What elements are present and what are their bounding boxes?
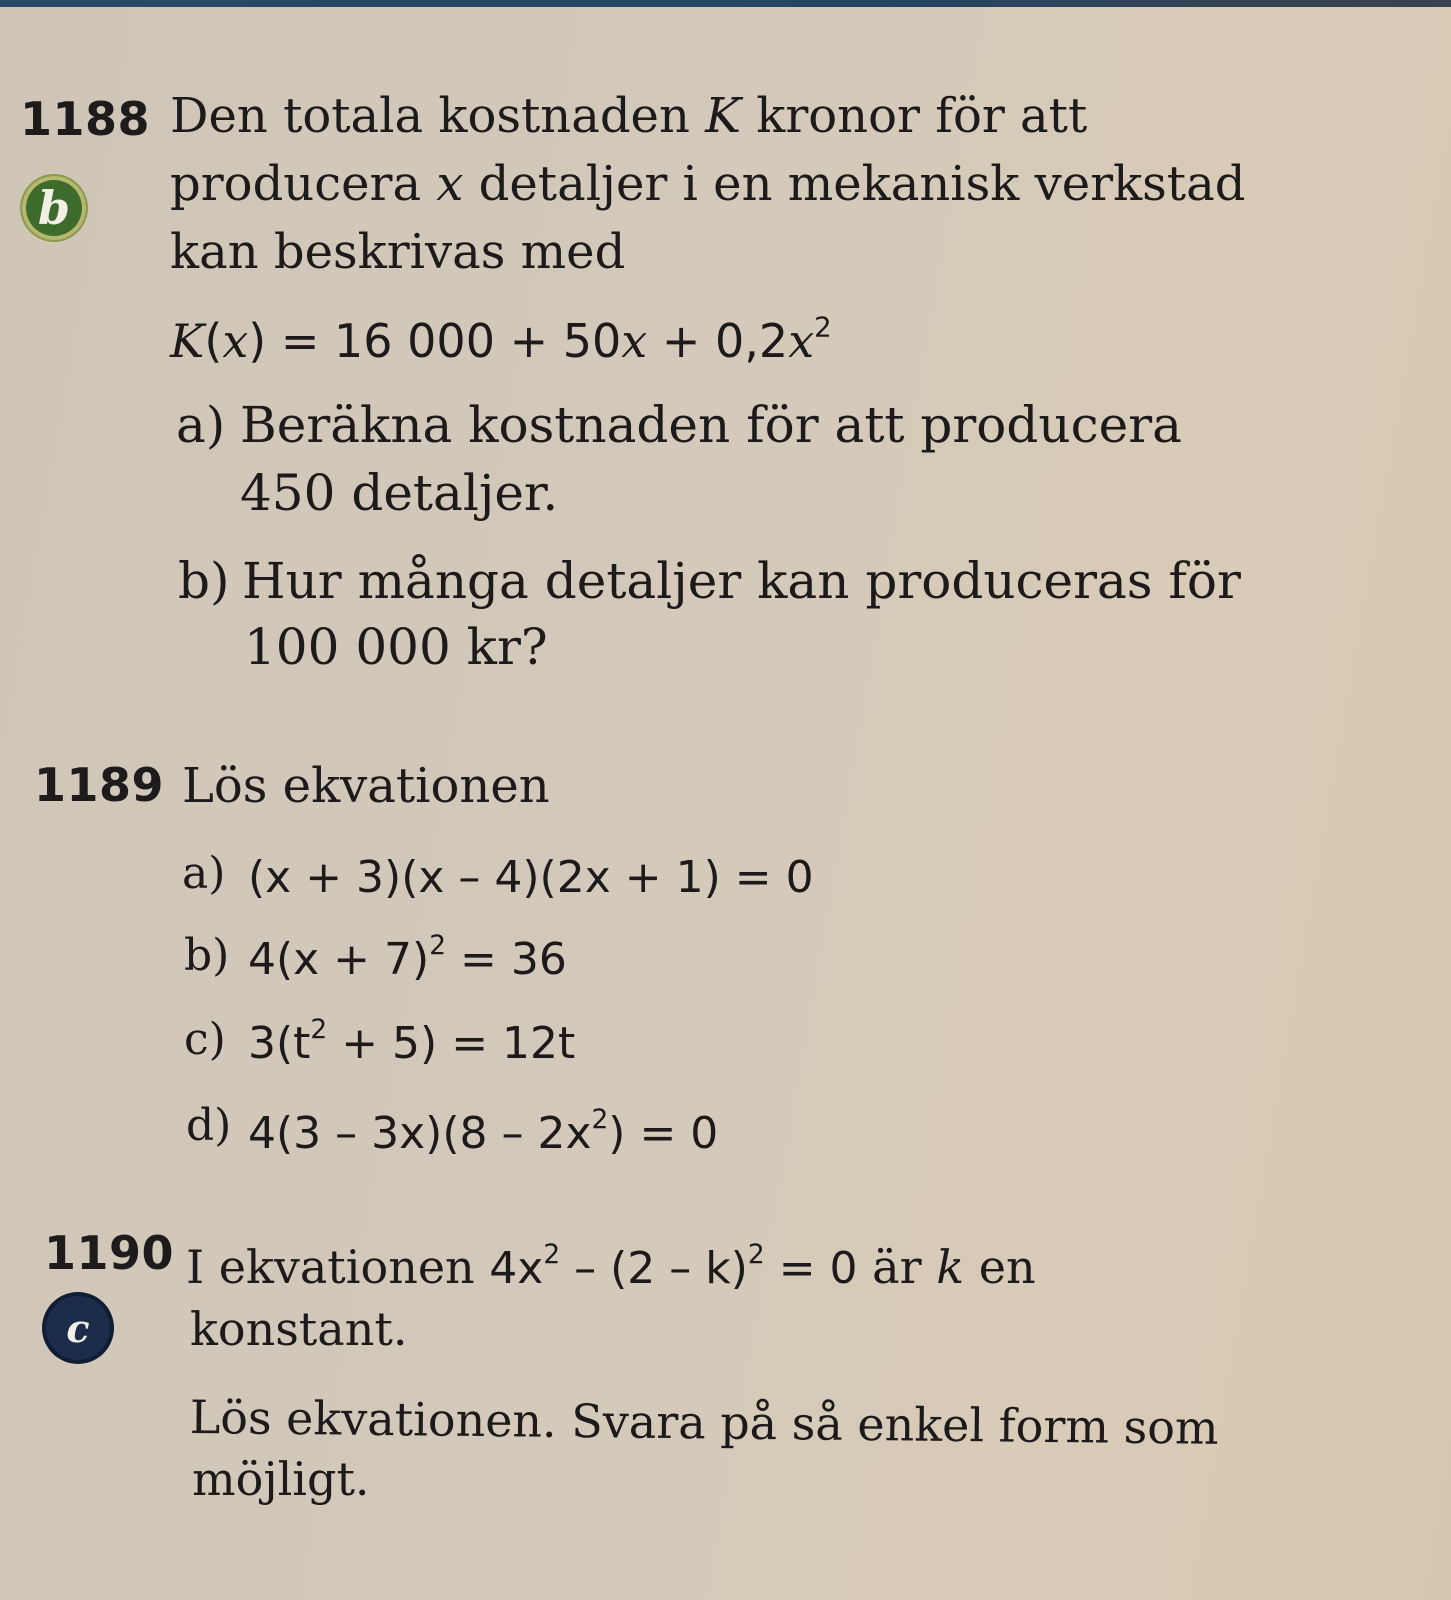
p1188-b-line1: Hur många detaljer kan produceras för [242, 552, 1241, 610]
p1189-c-equation [248, 1014, 576, 1069]
p1189-d-equation [248, 1104, 719, 1159]
problem-number-1188: 1188 [20, 92, 151, 146]
formula-x: x [222, 314, 249, 368]
p1188-a-line2: 450 detaljer. [240, 464, 559, 522]
p1188-a-label: a) [176, 396, 226, 454]
p1189-b-equation [248, 930, 567, 985]
text: kronor för att [740, 88, 1088, 144]
eq-exponent: 2 [543, 1239, 561, 1271]
p1189-d-label: d) [186, 1100, 232, 1151]
var-k: K [705, 88, 741, 144]
p1188-cost-formula [170, 310, 832, 368]
p1190-line1 [186, 1239, 1036, 1294]
eq-part: ) = 0 [608, 1108, 719, 1159]
eq-part: 3(t [248, 1018, 311, 1069]
formula-x: x [788, 314, 815, 368]
p1190-line4: möjligt. [192, 1452, 370, 1506]
text: I ekvationen [186, 1240, 490, 1294]
p1190-line2: konstant. [190, 1302, 408, 1356]
p1190-line3: Lös ekvationen. Svara på så enkel form som [189, 1390, 1219, 1455]
formula-part: + 0,2 [647, 314, 789, 368]
formula-x: x [621, 314, 648, 368]
p1189-c-label: c) [184, 1014, 226, 1065]
eq-part: = 36 [446, 934, 567, 985]
text: en [964, 1240, 1036, 1294]
eq-exponent: 2 [310, 1014, 328, 1046]
p1189-a-label: a) [182, 848, 226, 899]
eq-part: = 0 [764, 1243, 858, 1294]
formula-part: ) = 16 000 + 50 [248, 314, 622, 368]
eq-part: + 5) = 12t [327, 1018, 576, 1069]
difficulty-badge-c-icon: c [46, 1296, 110, 1360]
var-k: k [936, 1240, 965, 1294]
p1188-b-line2: 100 000 kr? [244, 618, 548, 676]
eq-part: – (2 – k) [560, 1243, 748, 1294]
text: Den totala kostnaden [170, 88, 706, 144]
p1188-b-label: b) [178, 552, 230, 610]
formula-part: ( [204, 314, 223, 368]
eq-exponent: 2 [429, 930, 446, 962]
problem-number-1189: 1189 [34, 758, 165, 812]
formula-exponent: 2 [814, 310, 832, 344]
p1189-intro: Lös ekvationen [182, 758, 550, 814]
eq-part: 4(3 – 3x)(8 – 2x [248, 1108, 592, 1159]
eq-exponent: 2 [747, 1239, 765, 1271]
var-x: x [436, 156, 464, 212]
eq-exponent: 2 [591, 1104, 609, 1136]
text: detaljer i en mekanisk verkstad [463, 156, 1246, 212]
formula-k: K [170, 314, 205, 368]
eq-part: 4(x + 7) [248, 934, 430, 985]
difficulty-badge-b-icon: b [22, 176, 86, 240]
text: är [857, 1240, 937, 1294]
problem-number-1190: 1190 [44, 1226, 175, 1280]
p1189-b-label: b) [184, 930, 230, 981]
p1188-intro-line3: kan beskrivas med [170, 224, 626, 280]
p1188-intro-line1 [170, 88, 1088, 144]
p1188-intro-line2 [170, 156, 1246, 212]
p1190-equation [489, 1239, 858, 1294]
eq-part: 4x [489, 1243, 544, 1294]
p1189-a-equation: (x + 3)(x – 4)(2x + 1) = 0 [248, 852, 814, 903]
p1188-a-line1: Beräkna kostnaden för att producera [240, 396, 1182, 454]
text: producera [170, 156, 437, 212]
